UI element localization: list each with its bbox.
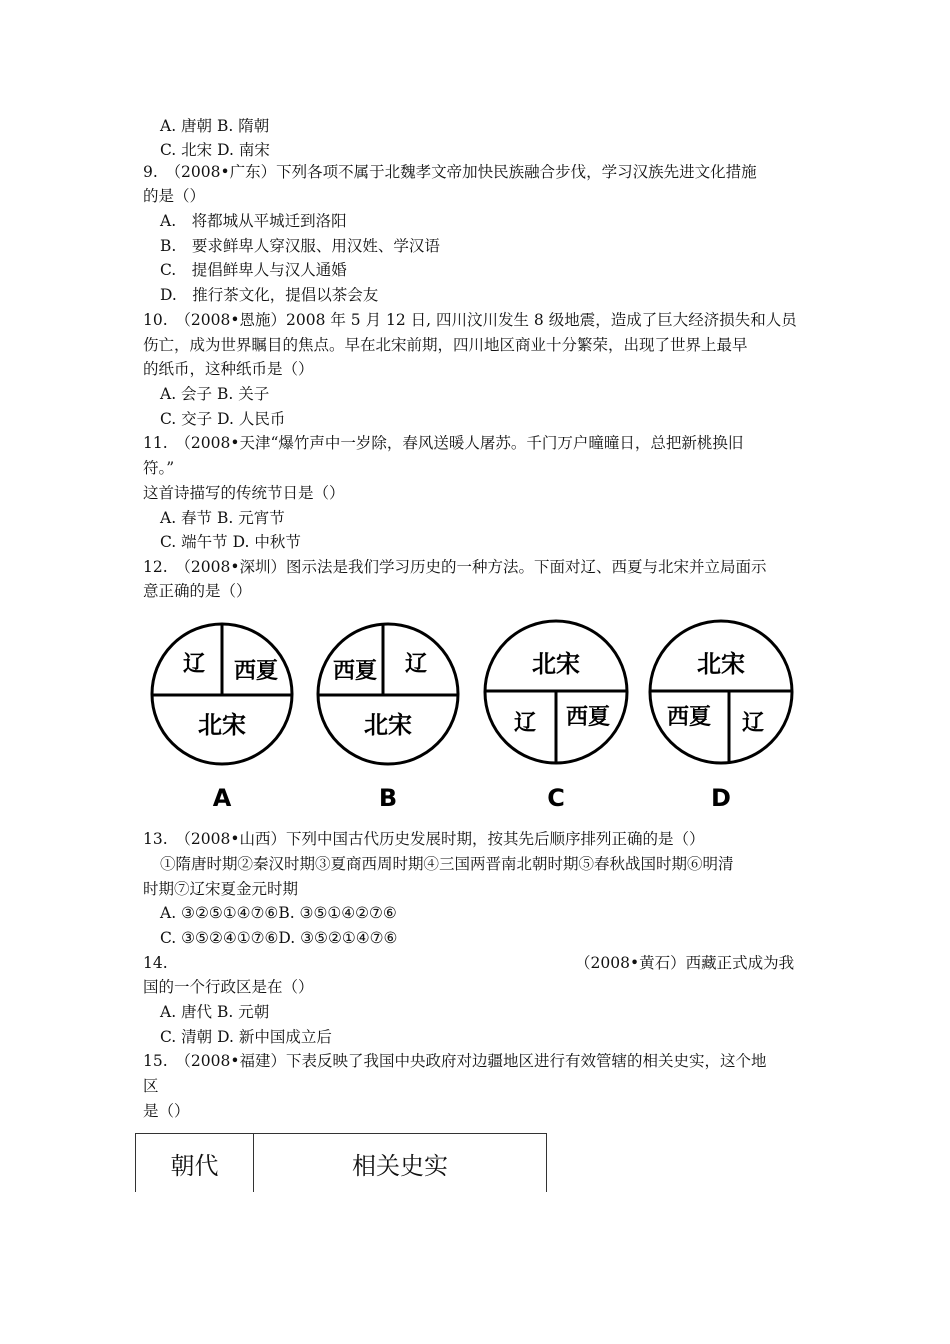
q11-stem-line1: 11. （2008•天津“爆竹声中一岁除，春风送暖人屠苏。千门万户曈曈日，总把新桃换旧 [143,434,744,452]
diagram-d-bottom-right-label: 辽 [741,711,765,736]
diagram-c-letter: C [547,784,565,812]
q12-stem-line2: 意正确的是（） [143,582,252,600]
q14-options-line1: A. 唐代 B. 元朝 [160,1003,270,1021]
q13-stem-line1: 13. （2008•山西）下列中国古代历史发展时期，按其先后顺序排列正确的是（） [143,830,705,848]
q11-options-line2: C. 端午节 D. 中秋节 [160,533,301,551]
q14-options-line2: C. 清朝 D. 新中国成立后 [160,1028,332,1046]
diagram-b-top-left-label: 西夏 [332,659,378,684]
diagram-a-bottom-label: 北宋 [198,711,246,739]
q12-diagram-group [143,618,823,818]
q10-stem-line3: 的纸币，这种纸币是（） [143,360,314,378]
q9-stem-line2: 的是（） [143,187,206,205]
q11-options-line1: A. 春节 B. 元宵节 [160,509,285,527]
diagram-b-letter: B [378,784,398,812]
table-header-facts: 相关史实 [352,1151,448,1180]
q14-stem-right: （2008•黄石）西藏正式成为我 [575,954,795,972]
diagram-b [318,624,458,812]
q13-stem-line2: ①隋唐时期②秦汉时期③夏商西周时期④三国两晋南北朝时期⑤春秋战国时期⑥明清 [160,855,734,873]
q9-option-b: B. 要求鲜卑人穿汉服、用汉姓、学汉语 [160,237,440,255]
diagram-b-bottom-label: 北宋 [364,711,412,739]
diagram-d [650,621,792,812]
q13-options-line1: A. ③②⑤①④⑦⑥B. ③⑤①④②⑦⑥ [160,904,397,922]
q15-stem-line3: 是（） [143,1102,190,1120]
diagram-a-top-right-label: 西夏 [233,659,279,684]
diagram-c-bottom-right-label: 西夏 [565,705,611,730]
q12-stem-line1: 12. （2008•深圳）图示法是我们学习历史的一种方法。下面对辽、西夏与北宋并立局面示 [143,558,767,576]
table-header-dynasty: 朝代 [136,1134,254,1192]
q13-options-line2: C. ③⑤②④①⑦⑥D. ③⑤②①④⑦⑥ [160,929,398,947]
q10-stem-line1: 10. （2008•恩施）2008 年 5 月 12 日, 四川汶川发生 8 级地震，造成了巨大经济损失和人员 [143,311,797,329]
q15-stem-line1: 15. （2008•福建）下表反映了我国中央政府对边疆地区进行有效管辖的相关史实，这个地 [143,1052,767,1070]
diagram-d-bottom-left-label: 西夏 [666,705,712,730]
diagram-a-top-left-label: 辽 [182,652,206,677]
q8-options-line1: A. 唐朝 B. 隋朝 [160,117,270,135]
q9-option-a: A. 将都城从平城迁到洛阳 [160,212,347,230]
q11-stem-line3: 这首诗描写的传统节日是（） [143,484,345,502]
diagram-c [485,621,627,812]
q9-option-c: C. 提倡鲜卑人与汉人通婚 [160,261,347,279]
q14-number: 14. [143,954,168,972]
q15-stem-line2: 区 [143,1077,159,1095]
q13-stem-line3: 时期⑦辽宋夏金元时期 [143,880,299,898]
q10-stem-line2: 伤亡，成为世界瞩目的焦点。早在北宋前期，四川地区商业十分繁荣，出现了世界上最早 [143,336,748,354]
q9-option-d: D. 推行茶文化，提倡以茶会友 [160,286,379,304]
diagram-d-top-label: 北宋 [697,650,745,678]
diagram-c-top-label: 北宋 [532,650,580,678]
q15-table [135,1133,547,1192]
q10-options-line2: C. 交子 D. 人民币 [160,410,286,428]
diagram-d-letter: D [711,784,731,812]
diagram-a [152,624,292,812]
q10-options-line1: A. 会子 B. 关子 [160,385,270,403]
q11-stem-line2: 符。” [143,459,175,477]
q9-stem-line1: 9. （2008•广东）下列各项不属于北魏孝文帝加快民族融合步伐，学习汉族先进文化措施 [143,163,757,181]
q14-stem-line2: 国的一个行政区是在（） [143,978,314,996]
diagram-b-top-right-label: 辽 [404,652,428,677]
diagram-a-letter: A [212,784,232,812]
q8-options-line2: C. 北宋 D. 南宋 [160,141,270,159]
diagram-c-bottom-left-label: 辽 [513,711,537,736]
